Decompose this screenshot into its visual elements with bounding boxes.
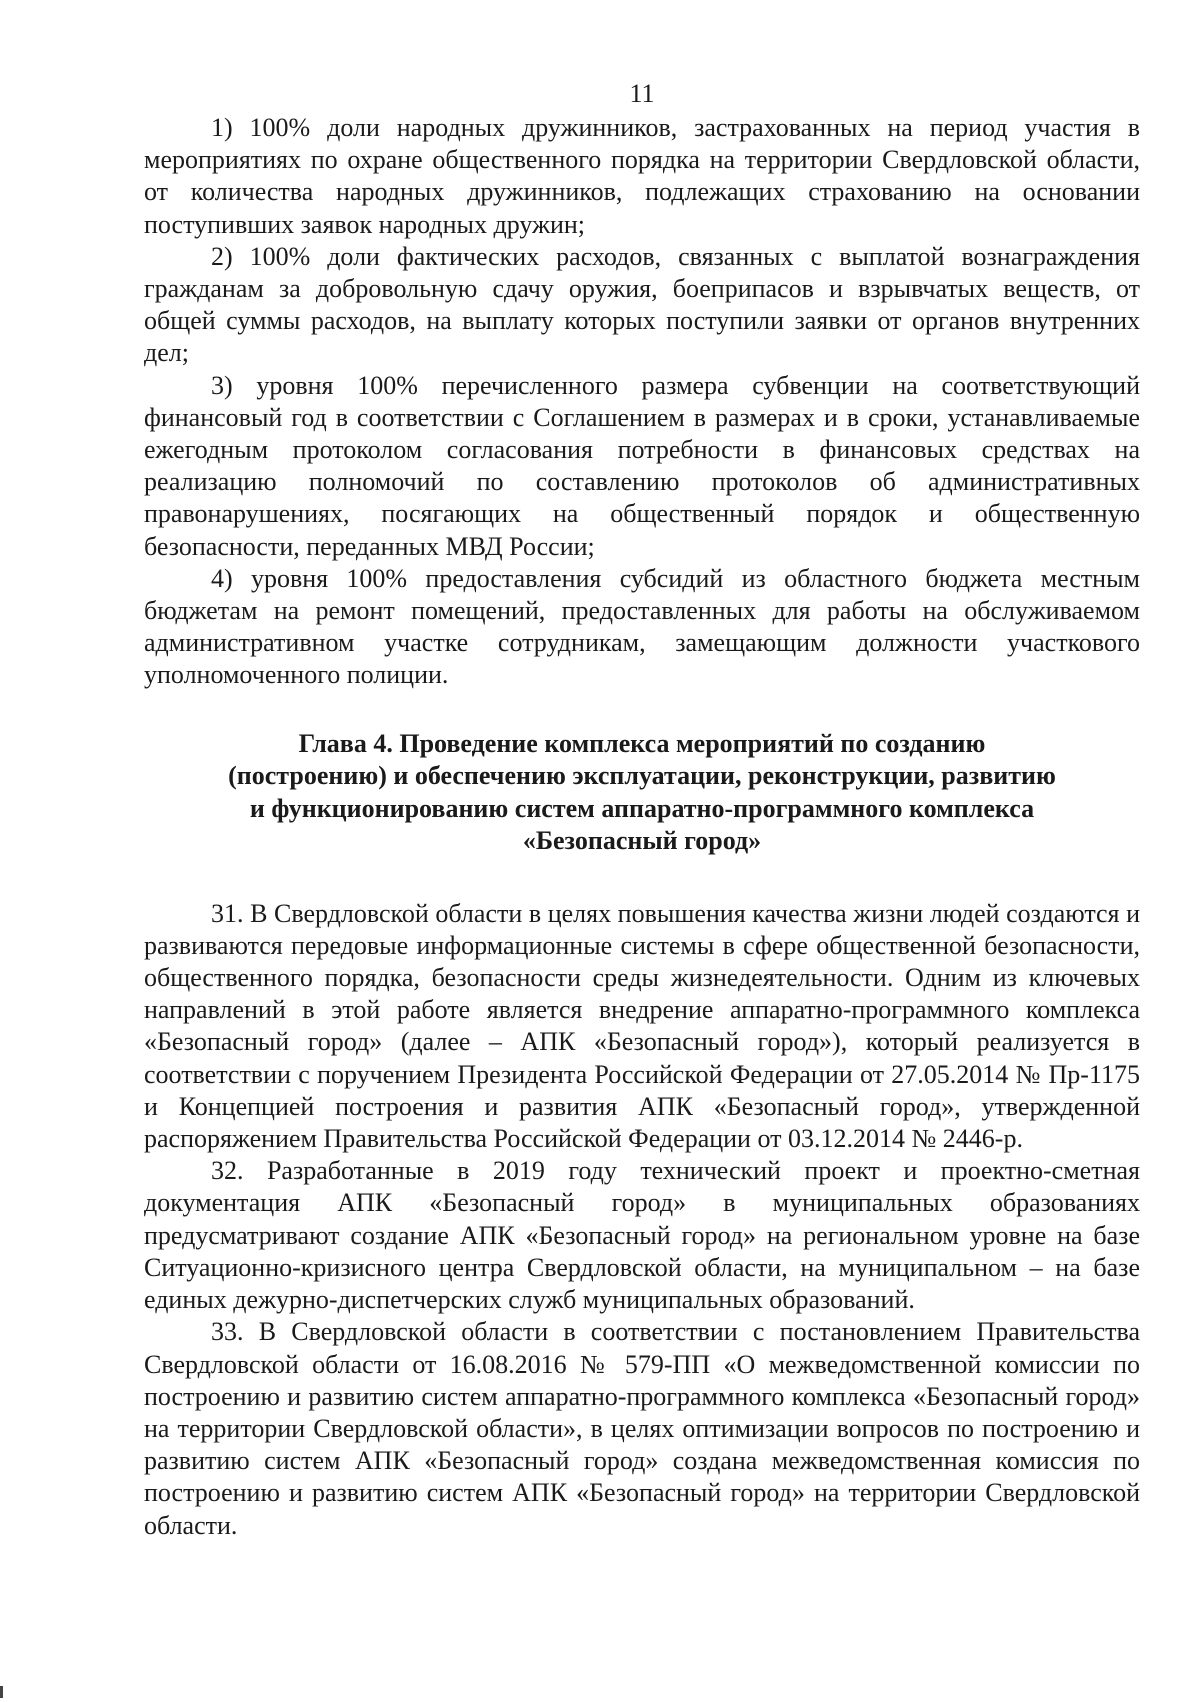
- chapter-title-line-3: и функционированию систем аппаратно-программного комплекса: [249, 793, 1035, 823]
- chapter-title-line-2: (построению) и обеспечению эксплуатации, реконструкции, развитию: [228, 761, 1056, 791]
- chapter-title: [144, 728, 1140, 858]
- paragraph-33: 33. В Свердловской области в соответствии с постановлением Правительства Свердловской области от 16.08.2016 № 579-ПП «О межведомственной комиссии по построению и развитию систем аппаратно-программного комплекса «Безопасный город» на территории Свердловской области», в целях оптимизации вопросов по построению и развитию систем АПК «Безопасный город» создана межведомственная комиссия по построению и развитию систем АПК «Безопасный город» на территории Свердловской области.: [144, 1317, 1140, 1540]
- list-item-3: 3) уровня 100% перечисленного размера субвенции на соответствующий финансовый год в соответствии с Соглашением в размерах и в сроки, устанавливаемые ежегодным протоколом согласования потребности в финансовых средствах на реализацию полномочий по составлению протоколов об административных правонарушениях, посягающих на общественный порядок и общественную безопасности, переданных МВД России;: [144, 370, 1140, 561]
- list-item-1: 1) 100% доли народных дружинников, застрахованных на период участия в мероприятиях по охране общественного порядка на территории Свердловской области, от количества народных дружинников, подлежащих страхованию на основании поступивших заявок народных дружин;: [144, 113, 1140, 239]
- scan-edge-mark: [0, 1686, 3, 1698]
- paragraph-32: 32. Разработанные в 2019 году технический проект и проектно-сметная документация АПК «Безопасный город» в муниципальных образованиях предусматривают создание АПК «Безопасный город» на региональном уровне на базе Ситуационно-кризисного центра Свердловской области, на муниципальном – на базе единых дежурно-диспетчерских служб муниципальных образований.: [144, 1156, 1140, 1315]
- chapter-title-line-1: Глава 4. Проведение комплекса мероприятий по созданию: [298, 728, 986, 758]
- chapter-title-line-4: «Безопасный город»: [522, 826, 762, 856]
- paragraph-31: 31. В Свердловской области в целях повышения качества жизни людей создаются и развиваются передовые информационные системы в сфере общественной безопасности, общественного порядка, безопасности среды жизнедеятельности. Одним из ключевых направлений в этой работе является внедрение аппаратно-программного комплекса «Безопасный город» (далее – АПК «Безопасный город»), который реализуется в соответствии с поручением Президента Российской Федерации от 27.05.2014 № Пр-1175 и Концепцией построения и развития АПК «Безопасный город», утвержденной распоряжением Правительства Российской Федерации от 03.12.2014 № 2446-р.: [144, 898, 1140, 1154]
- list-item-2: 2) 100% доли фактических расходов, связанных с выплатой вознаграждения гражданам за добровольную сдачу оружия, боеприпасов и взрывчатых веществ, от общей суммы расходов, на выплату которых поступили заявки от органов внутренних дел;: [144, 241, 1140, 368]
- document-page: [144, 78, 1140, 1542]
- list-item-4: 4) уровня 100% предоставления субсидий из областного бюджета местным бюджетам на ремонт помещений, предоставленных для работы на обслуживаемом административном участке сотрудникам, замещающим должности участкового уполномоченного полиции.: [144, 563, 1140, 690]
- page-number: 11: [629, 79, 655, 108]
